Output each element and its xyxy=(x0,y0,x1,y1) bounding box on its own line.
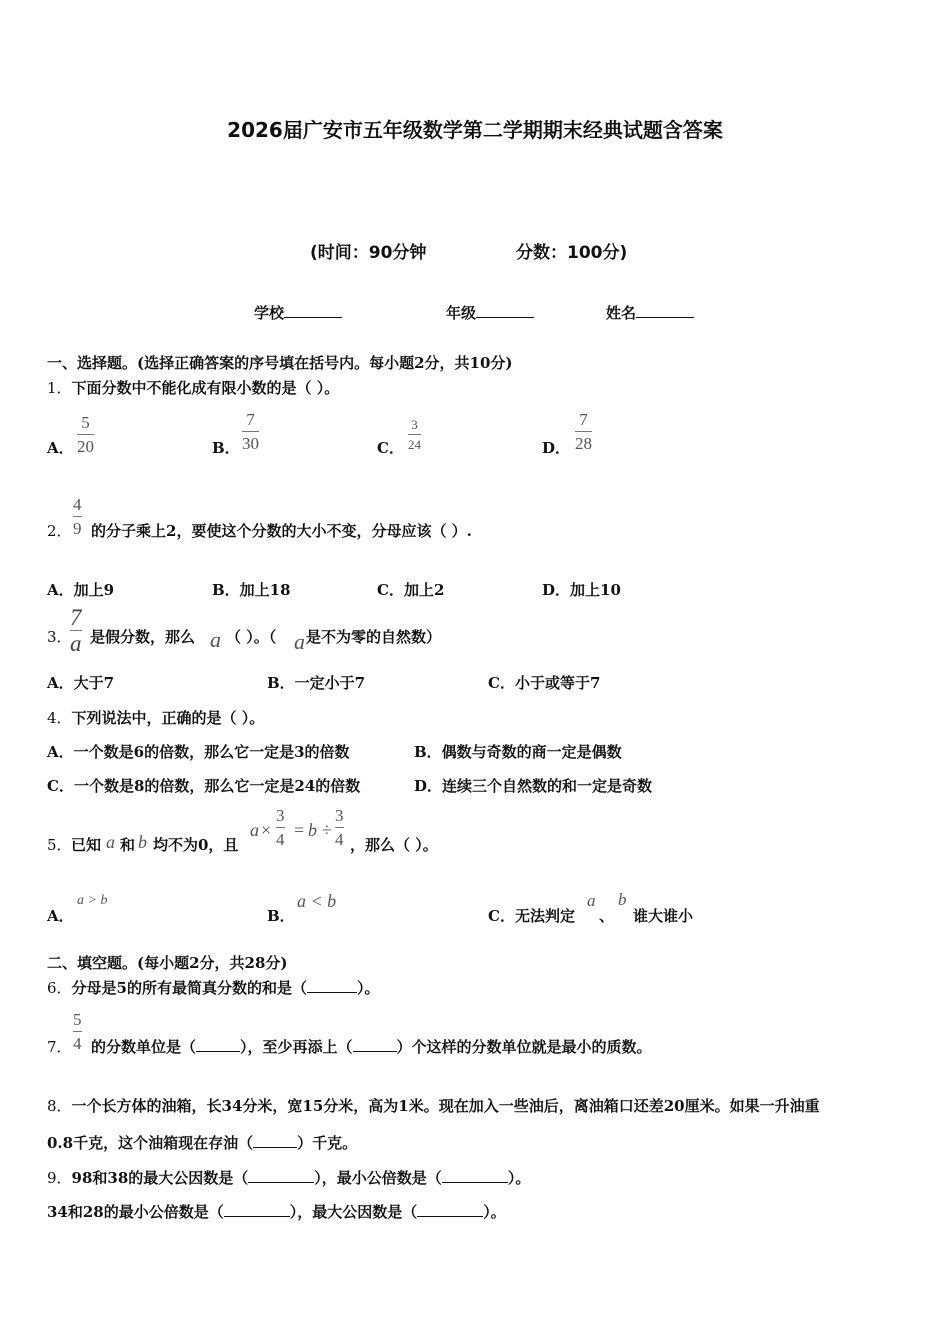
q5-number: 5． xyxy=(47,836,72,854)
q5-option-c-sep: 、 xyxy=(599,907,615,925)
q1-stem xyxy=(47,377,339,398)
q3-var-a: a xyxy=(210,627,221,652)
q1-option-c-fraction: 3 24 xyxy=(408,417,421,452)
q9-answer-blank-3[interactable] xyxy=(224,1204,290,1217)
q9-text-6: ）。 xyxy=(483,1203,506,1221)
q6-answer-blank[interactable] xyxy=(307,980,357,993)
q9-text-3: ）。 xyxy=(507,1169,531,1187)
q3-number: 3． xyxy=(47,628,72,646)
q4-text: 下列说法中，正确的是（ ）。 xyxy=(71,709,265,727)
q2-fraction: 4 9 xyxy=(73,495,82,538)
q9-text-4: 34和28的最小公倍数是（ xyxy=(47,1203,224,1221)
q5-divide: ÷ xyxy=(322,820,332,840)
q5-equals: = xyxy=(294,820,305,840)
name-blank[interactable] xyxy=(636,305,694,318)
q5-var-a: a xyxy=(106,832,115,852)
q6-text-1: 分母是5的所有最简真分数的和是（ xyxy=(71,979,307,997)
q2-option-a: A．加上9 xyxy=(47,581,115,599)
q2-text: 的分子乘上2，要使这个分数的大小不变，分母应该（ ）. xyxy=(91,522,472,540)
q9-line-2 xyxy=(47,1201,506,1222)
q8-text-2: 0.8千克，这个油箱现在存油（ xyxy=(47,1134,254,1152)
q7-text-1: 的分数单位是（ xyxy=(91,1038,197,1056)
section2-heading: 二、填空题。(每小题2分，共28分) xyxy=(47,954,288,972)
section1-heading: 一、选择题。(选择正确答案的序号填在括号内。每小题2分，共10分) xyxy=(47,354,513,372)
q9-answer-blank-1[interactable] xyxy=(248,1170,314,1183)
q8-line-1 xyxy=(47,1095,820,1116)
q8-text-1: 一个长方体的油箱，长34分米，宽15分米，高为1米。现在加入一些油后，离油箱口还差20厘米。如果一升油重 xyxy=(71,1097,820,1115)
q2-option-c: C．加上2 xyxy=(377,581,445,599)
q3-option-a: A．大于7 xyxy=(47,674,115,692)
q9-answer-blank-2[interactable] xyxy=(442,1170,508,1183)
q7-text-2: ），至少再添上（ xyxy=(240,1038,353,1056)
grade-label: 年级 xyxy=(446,304,477,322)
q3-fraction: 7 a xyxy=(70,605,82,656)
q2-option-d: D．加上10 xyxy=(542,581,621,599)
q5-text-2: 和 xyxy=(120,836,136,854)
q1-option-b-label: B． xyxy=(212,439,240,457)
q3-option-b: B．一定小于7 xyxy=(267,674,366,692)
q9-text-2: ），最小公倍数是（ xyxy=(314,1169,442,1187)
exam-score: 分数：100分) xyxy=(516,243,628,263)
school-label: 学校 xyxy=(254,304,285,322)
q9-line-1 xyxy=(47,1167,530,1188)
q6-text-2: ）。 xyxy=(357,979,380,997)
q4-option-c: C．一个数是8的倍数，那么它一定是24的倍数 xyxy=(47,777,361,795)
grade-blank[interactable] xyxy=(476,305,534,318)
q5-option-b-label: B． xyxy=(267,907,295,925)
q3-text-1: 是假分数，那么 xyxy=(90,628,196,646)
q7-answer-blank-1[interactable] xyxy=(196,1039,240,1052)
q5-expr-a: a xyxy=(250,820,259,840)
q7-stem xyxy=(91,1036,652,1057)
q8-line-2 xyxy=(47,1132,357,1153)
q5-fraction-2: 3 4 xyxy=(335,806,344,849)
q1-option-d-label: D． xyxy=(542,439,571,457)
q7-answer-blank-2[interactable] xyxy=(353,1039,397,1052)
q5-option-c-end: 谁大谁小 xyxy=(633,907,694,925)
q9-text-1: 98和38的最大公因数是（ xyxy=(71,1169,249,1187)
q3-option-c: C．小于或等于7 xyxy=(488,674,601,692)
q5-fraction-1: 3 4 xyxy=(276,806,285,849)
school-blank[interactable] xyxy=(284,305,342,318)
name-field xyxy=(606,302,694,323)
q7-number: 7． xyxy=(47,1038,72,1056)
grade-field xyxy=(446,302,534,323)
q3-text-3: 是不为零的自然数） xyxy=(306,628,442,646)
q5-option-c-var-b: b xyxy=(618,890,627,909)
q1-option-a-label: A． xyxy=(47,439,74,457)
q5-text-4: ，那么（ ）。 xyxy=(350,836,438,854)
q5-text-3: 均不为0，且 xyxy=(153,836,239,854)
q9-answer-blank-4[interactable] xyxy=(417,1204,483,1217)
q9-number: 9． xyxy=(47,1169,72,1187)
q4-option-b: B．偶数与奇数的商一定是偶数 xyxy=(414,743,622,761)
page-title: 2026届广安市五年级数学第二学期期末经典试题含答案 xyxy=(227,118,723,142)
q5-option-b-expr: a < b xyxy=(297,891,337,911)
school-field xyxy=(254,302,342,323)
q4-stem xyxy=(47,707,264,728)
exam-time: (时间：90分钟 xyxy=(310,243,427,263)
q6-number: 6． xyxy=(47,979,72,997)
q1-option-b-fraction: 7 30 xyxy=(242,410,259,453)
q5-text-1: 已知 xyxy=(71,836,102,854)
q3-text-2: （ ）。（ xyxy=(226,628,277,646)
q9-text-5: ），最大公因数是（ xyxy=(289,1203,418,1221)
q3-var-a-2: a xyxy=(294,629,305,654)
q5-option-a-expr: a > b xyxy=(77,893,108,908)
q5-option-c-label: C．无法判定 xyxy=(488,907,575,925)
q5-option-a-label: A． xyxy=(47,907,74,925)
q1-option-d-fraction: 7 28 xyxy=(575,410,592,453)
q6-stem xyxy=(47,977,380,998)
q5-option-c-var-a: a xyxy=(587,891,596,910)
q5-var-b: b xyxy=(138,832,147,852)
q1-option-a-fraction: 5 20 xyxy=(77,413,94,456)
q4-number: 4． xyxy=(47,709,72,727)
q8-text-3: ）千克。 xyxy=(297,1134,358,1152)
q1-option-c-label: C． xyxy=(377,439,404,457)
q8-number: 8． xyxy=(47,1097,72,1115)
q1-text: 下面分数中不能化成有限小数的是（ ）。 xyxy=(71,379,340,397)
q4-option-a: A．一个数是6的倍数，那么它一定是3的倍数 xyxy=(47,743,350,761)
q7-fraction: 5 4 xyxy=(73,1010,82,1053)
q8-answer-blank[interactable] xyxy=(253,1135,297,1148)
q1-number: 1． xyxy=(47,379,72,397)
q5-expr-b: b xyxy=(308,820,317,840)
q7-text-3: ）个这样的分数单位就是最小的质数。 xyxy=(396,1038,652,1056)
q2-option-b: B．加上18 xyxy=(212,581,291,599)
q4-option-d: D．连续三个自然数的和一定是奇数 xyxy=(414,777,653,795)
name-label: 姓名 xyxy=(606,304,637,322)
q5-times: × xyxy=(261,820,272,840)
q2-number: 2． xyxy=(47,522,72,540)
